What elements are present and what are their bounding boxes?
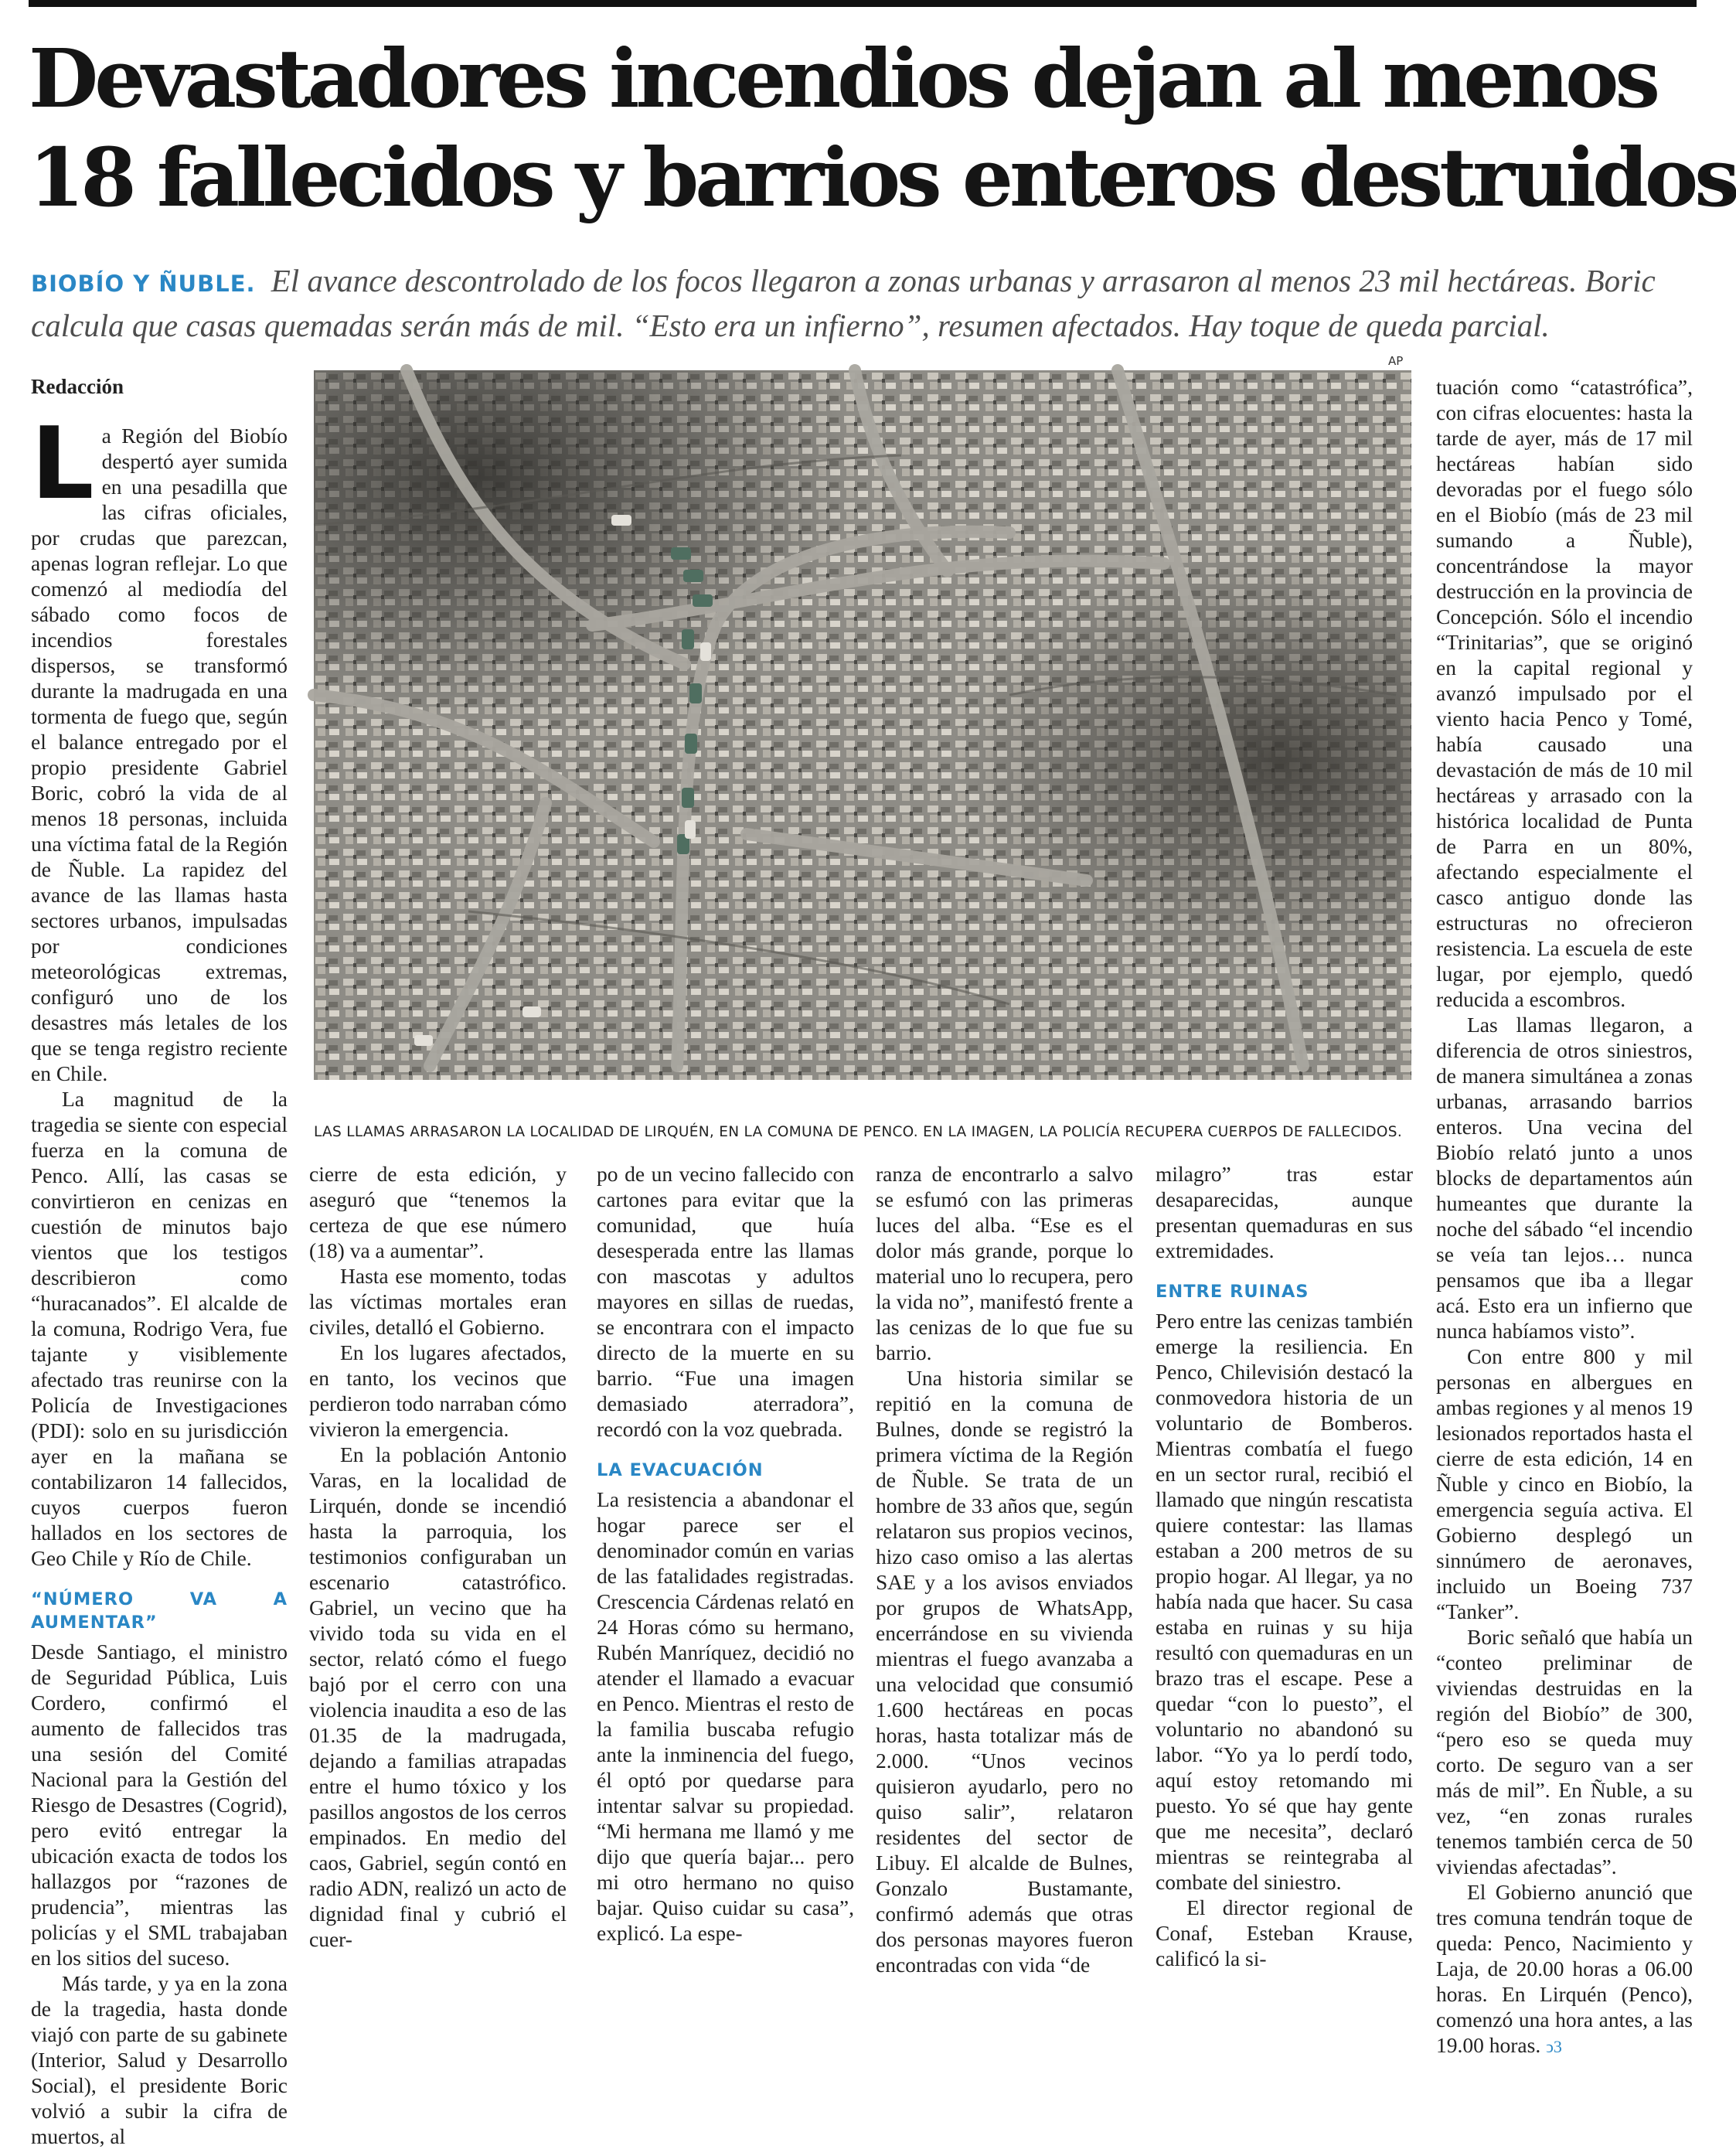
photo-caption: LAS LLAMAS ARRASARON LA LOCALIDAD DE LIRQUÉN, EN LA COMUNA DE PENCO. EN LA IMAGEN, LA POLICÍA RECUPERA CUERPOS DE FALLECIDOS. [314, 1124, 1403, 1140]
deck [31, 260, 1685, 346]
drop-cap: L [31, 407, 94, 522]
column-2 [309, 1161, 567, 1951]
end-mark-icon: ↄ3 [1546, 2037, 1562, 2056]
column-3 [597, 1161, 854, 1945]
paragraph: milagro” tras estar desaparecidas, aunque presentan quemaduras en sus extremidades. [1156, 1162, 1413, 1262]
paragraph: En los lugares afectados, en tanto, los vecinos que perdieron todo narraban cómo vivieron la emergencia. [309, 1340, 567, 1441]
column-5 [1156, 1161, 1413, 1970]
paragraph: Boric señaló que había un “conteo preliminar de viviendas destruidas en la región del Biobío” de 300, “pero eso se queda muy corto. De seguro van a ser más de mil”. En Ñuble, a su vez, “en zonas rurales tenemos también cerca de 50 viviendas afectadas”. [1436, 1625, 1693, 1878]
paragraph: La resistencia a abandonar el hogar parece ser el denominador común en varias de las fatalidades registradas. Crescencia Cárdenas relató en 24 Horas cómo su hermano, Rubén Manríquez, decidió no atender el llamado a evacuar en Penco. Mientras el resto de la familia buscaba refugio ante la inminencia del fuego, él optó por quedarse para intentar salvar su propiedad. “Mi hermana me llamó y me dijo que quería bajar... pero mi otro hermano no quiso bajar. Quiso cuidar su casa”, explicó. La espe- [597, 1487, 854, 1945]
column-1 [31, 374, 288, 2148]
paragraph: Hasta ese momento, todas las víctimas mortales eran civiles, detalló el Gobierno. [309, 1264, 567, 1339]
headline-line-1: Devastadores incendios dejan al menos [29, 31, 1657, 126]
aerial-photo [314, 370, 1411, 1080]
final-paragraph [1436, 1879, 1693, 2059]
paragraph: tuación como “catastrófica”, con cifras elocuentes: hasta la tarde de ayer, más de 17 mil hectáreas habían sido devoradas por el fuego sólo en el Biobío (más de 23 mil sumando a Ñuble), concentrándose la mayor destrucción en la provincia de Concepción. Sólo el incendio “Trinitarias”, que se originó en la capital regional y avanzó impulsado por el viento hacia Penco y Tomé, había causado una devastación de más de 10 mil hectáreas y arrasado con la histórica localidad de Punta de Parra en un 80%, afectando especialmente el casco antiguo donde las estructuras no ofrecieron resistencia. La escuela de este lugar, por ejemplo, quedó reducida a escombros. [1436, 375, 1693, 1011]
subhead-numero: “NÚMERO VA A AUMENTAR” [31, 1589, 288, 1633]
paragraph: La magnitud de la tragedia se siente con especial fuerza en la comuna de Penco. Allí, las casas se convirtieron en cenizas en cuestión de minutos bajo vientos que los testigos describieron como “huracanados”. El alcalde de la comuna, Rodrigo Vera, fue tajante y visiblemente afectado tras reunirse con la Policía de Investigaciones (PDI): solo en su jurisdicción ayer en la mañana se contabilizaron 14 fallecidos, cuyos cuerpos fueron hallados en los sectores de Geo Chile y Río de Chile. [31, 1087, 288, 1570]
paragraph: po de un vecino fallecido con cartones para evitar que la comunidad, que huía desesperada entre las llamas con mascotas y adultos mayores en sillas de ruedas, se encontrara con el impacto directo de la muerte en su barrio. “Fue una imagen demasiado aterradora”, recordó con la voz quebrada. [597, 1162, 854, 1441]
lead-text: a Región del Biobío despertó ayer sumida en una pesadilla que las cifras oficiales, por crudas que parezcan, apenas logran reflejar. Lo que comenzó al mediodía del sábado como focos de incendios forestales dispersos, se transformó durante la madrugada en una tormenta de fuego que, según el balance entregado por el propio presidente Gabriel Boric, cobró la vida de al menos 18 personas, incluida una víctima fatal de la Región de Ñuble. La rapidez del avance de las llamas hasta sectores urbanos, impulsadas por condiciones meteorológicas extremas, configuró uno de los desastres más letales de los que se tenga registro reciente en Chile. [31, 424, 288, 1085]
paragraph: ranza de encontrarlo a salvo se esfumó con las primeras luces del alba. “Ese es el dolor más grande, porque lo material uno lo recupera, pero la vida no”, manifestó frente a las cenizas de lo que fue su barrio. [876, 1162, 1133, 1364]
paragraph: Desde Santiago, el ministro de Seguridad Pública, Luis Cordero, confirmó el aumento de fallecidos tras una sesión del Comité Nacional para la Gestión del Riesgo de Desastres (Cogrid), pero evitó entregar la ubicación exacta de todos los hallazgos por “razones de prudencia”, mientras las policías y el SML trabajaban en los sitios del suceso. [31, 1640, 288, 1970]
aerial-photo-illustration [314, 370, 1411, 1080]
deck-text: El avance descontrolado de los focos llegaron a zonas urbanas y arrasaron al menos 23 mil hectáreas. Boric calcula que casas quemadas serán más de mil. “Esto era un infierno”, resumen afectados. Hay toque de queda parcial. [31, 263, 1656, 343]
paragraph: El director regional de Conaf, Esteban Krause, calificó la si- [1156, 1895, 1413, 1970]
column-4 [876, 1161, 1133, 1977]
paragraph: Con entre 800 y mil personas en albergues en ambas regiones y al menos 19 lesionados reportados hasta el cierre de esta edición, 14 en Ñuble y cinco en Biobío, la emergencia seguía activa. El Gobierno desplegó un sinnúmero de aeronaves, incluido un Boeing 737 “Tanker”. [1436, 1344, 1693, 1623]
headline-line-2: 18 fallecidos y barrios enteros destruidos [29, 130, 1736, 225]
paragraph: Más tarde, y ya en la zona de la tragedia, hasta donde viajó con parte de su gabinete (Interior, Salud y Desarrollo Social), el presidente Boric volvió a subir la cifra de muertos, al [31, 1971, 288, 2148]
deck-kicker: BIOBÍO Y ÑUBLE. [31, 271, 256, 297]
top-rule [29, 0, 1697, 7]
paragraph: Las llamas llegaron, a diferencia de otros siniestros, de manera simultánea a zonas urbanas, arrasando barrios enteros. Una vecina del Biobío relató junto a unos blocks de departamentos aún humeantes que durante la noche del sábado “el incendio se veía tan lejos… nunca pensamos que iba a llegar acá. Esto era un infierno que nunca habíamos visto”. [1436, 1013, 1693, 1343]
paragraph: Pero entre las cenizas también emerge la resiliencia. En Penco, Chilevisión destacó la conmovedora historia de un voluntario de Bomberos. Mientras combatía el fuego en un sector rural, recibió el llamado que ningún rescatista quiere contestar: las llamas estaban a 200 metros de su propio hogar. Al llegar, ya no había nada que hacer. Su casa estaba en ruinas y su hija resultó con quemaduras en un brazo tras el escape. Pese a quedar “con lo puesto”, el voluntario no abandonó su labor. “Yo ya lo perdí todo, aquí estoy retomando mi puesto. Yo sé que hay gente que me necesita”, declaró mientras se reintegraba al combate del siniestro. [1156, 1309, 1413, 1894]
paragraph: En la población Antonio Varas, en la localidad de Lirquén, donde se incendió hasta la parroquia, los testimonios configuraban un escenario catastrófico. Gabriel, un vecino que ha vivido toda su vida en el sector, relató cómo el fuego bajó por el cerro con una violencia inaudita a eso de las 01.35 de la madrugada, dejando a familias atrapadas entre el humo tóxico y los pasillos angostos de los cerros empinados. En medio del caos, Gabriel, según contó en radio ADN, realizó un acto de dignidad final y cubrió el cuer- [309, 1442, 567, 1951]
byline: Redacción [31, 375, 124, 398]
lead-paragraph [31, 407, 288, 1086]
subhead-ruinas: ENTRE RUINAS [1156, 1282, 1309, 1302]
final-text: El Gobierno anunció que tres comuna tendrán toque de queda: Penco, Nacimiento y Laja, de 20.00 horas a 06.00 horas. En Lirquén (Penco), comenzó una hora antes, a las 19.00 horas. [1436, 1880, 1693, 2057]
column-6 [1436, 374, 1693, 2057]
subhead-evacuacion: LA EVACUACIÓN [597, 1460, 764, 1480]
headline [29, 29, 1736, 227]
paragraph: Una historia similar se repitió en la comuna de Bulnes, donde se registró la primera víctima de la Región de Ñuble. Se trata de un hombre de 33 años que, según relataron sus propios vecinos, hizo caso omiso a las alertas SAE y a los avisos enviados por grupos de WhatsApp, encerrándose en su vivienda mientras el fuego avanzaba a una velocidad que consumió 1.600 hectáreas en pocas horas, hasta totalizar más de 2.000. “Unos vecinos quisieron ayudarlo, pero no quiso salir”, relataron residentes del sector de Libuy. El alcalde de Bulnes, Gonzalo Bustamante, confirmó además que otras dos personas mayores fueron encontradas con vida “de [876, 1366, 1133, 1977]
photo-credit: AP [1388, 354, 1404, 368]
paragraph: cierre de esta edición, y aseguró que “tenemos la certeza de que ese número (18) va a aumentar”. [309, 1162, 567, 1262]
